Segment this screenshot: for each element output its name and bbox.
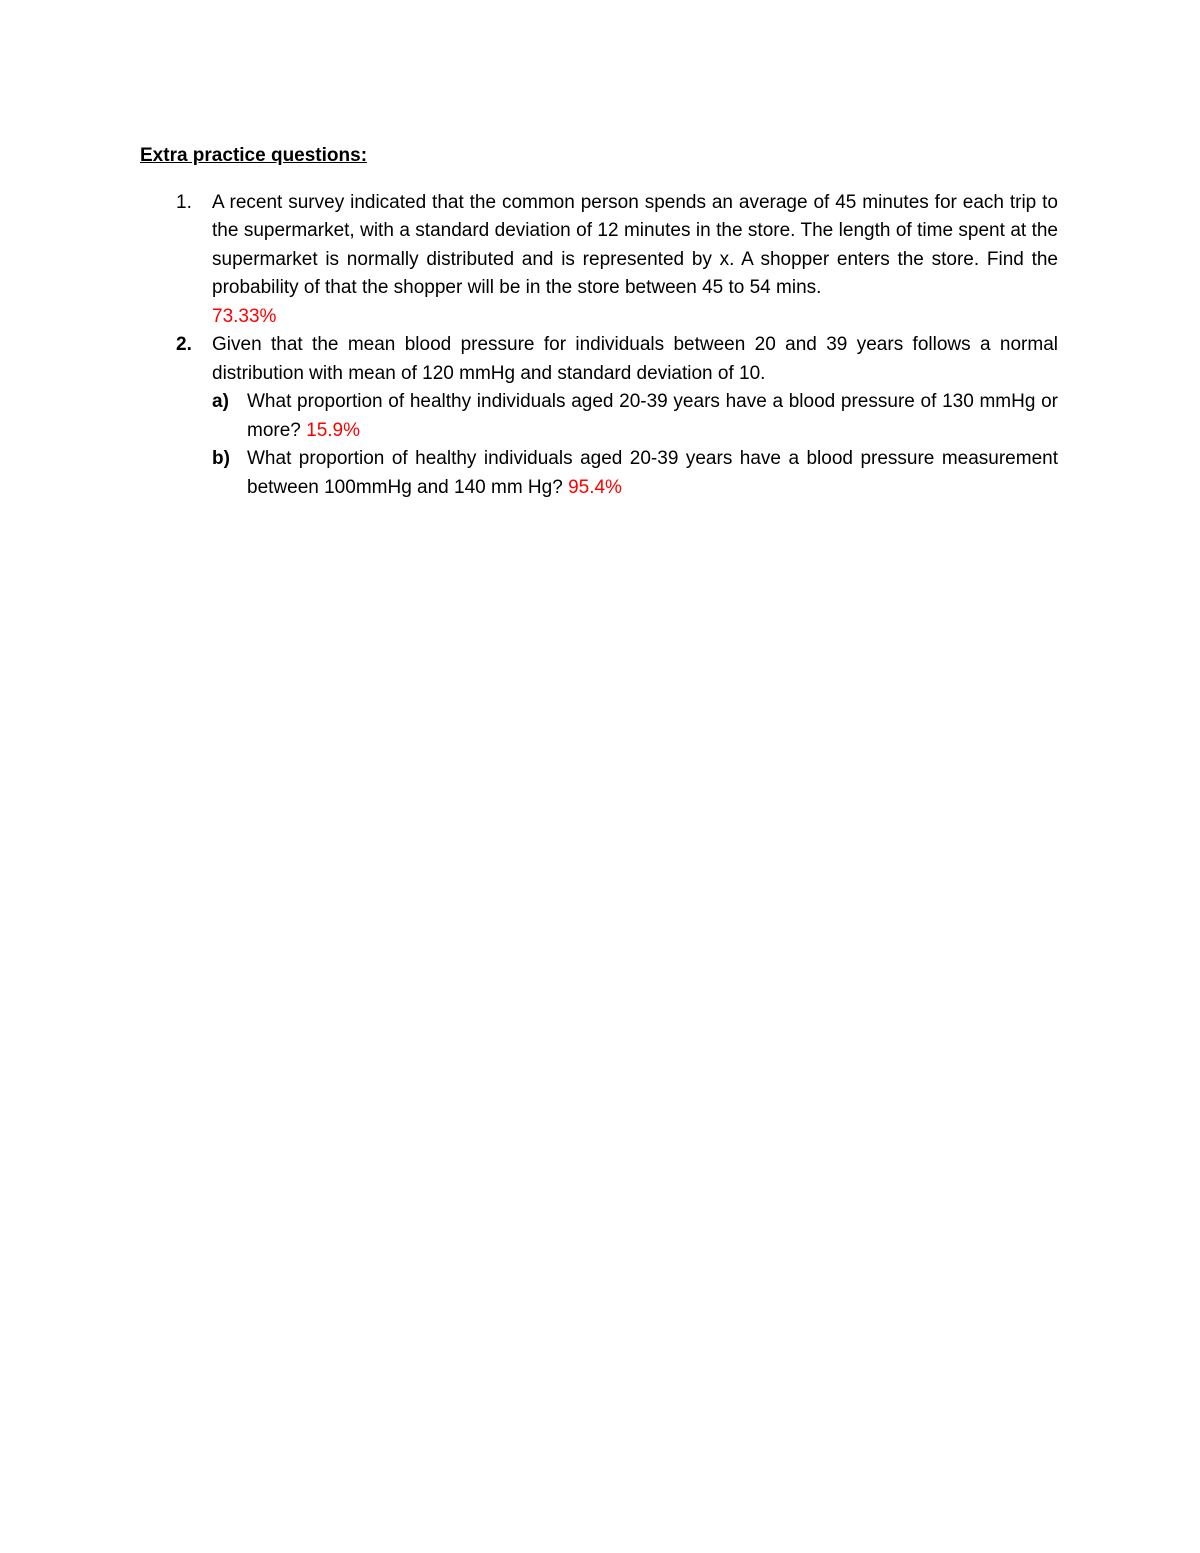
question-item-1: [140, 189, 1058, 332]
question-list: [140, 189, 1058, 503]
question-number: 1.: [176, 191, 192, 213]
sub-question-text: What proportion of healthy individuals aged 20-39 years have a blood pressure of 130 mmHg or more?: [247, 391, 1058, 441]
sub-question-list: [212, 388, 1058, 502]
sub-question-b: [212, 445, 1058, 502]
document-content: [140, 142, 1058, 502]
sub-question-letter: b): [212, 448, 230, 469]
question-number: 2.: [176, 334, 192, 355]
page-title: Extra practice questions:: [140, 145, 368, 166]
question-text: Given that the mean blood pressure for individuals between 20 and 39 years follows a normal distribution with mean of 120 mmHg and standard deviation of 10.: [212, 334, 1058, 384]
answer-text: 73.33%: [212, 305, 277, 327]
answer-text: 95.4%: [568, 476, 622, 498]
answer-text: 15.9%: [306, 419, 361, 441]
sub-question-text: What proportion of healthy individuals aged 20-39 years have a blood pressure measurement between 100mmHg and 140 mm Hg?: [247, 448, 1058, 498]
question-item-2: [140, 331, 1058, 502]
sub-question-letter: a): [212, 391, 229, 412]
question-text: A recent survey indicated that the common person spends an average of 45 minutes for each trip to the supermarket, with a standard deviation of 12 minutes in the store. The length of time spent at the supermarket is normally distributed and is represented by x. A shopper enters the store. Find the probability of that the shopper will be in the store between 45 to 54 mins.: [212, 191, 1058, 298]
sub-question-a: [212, 388, 1058, 445]
